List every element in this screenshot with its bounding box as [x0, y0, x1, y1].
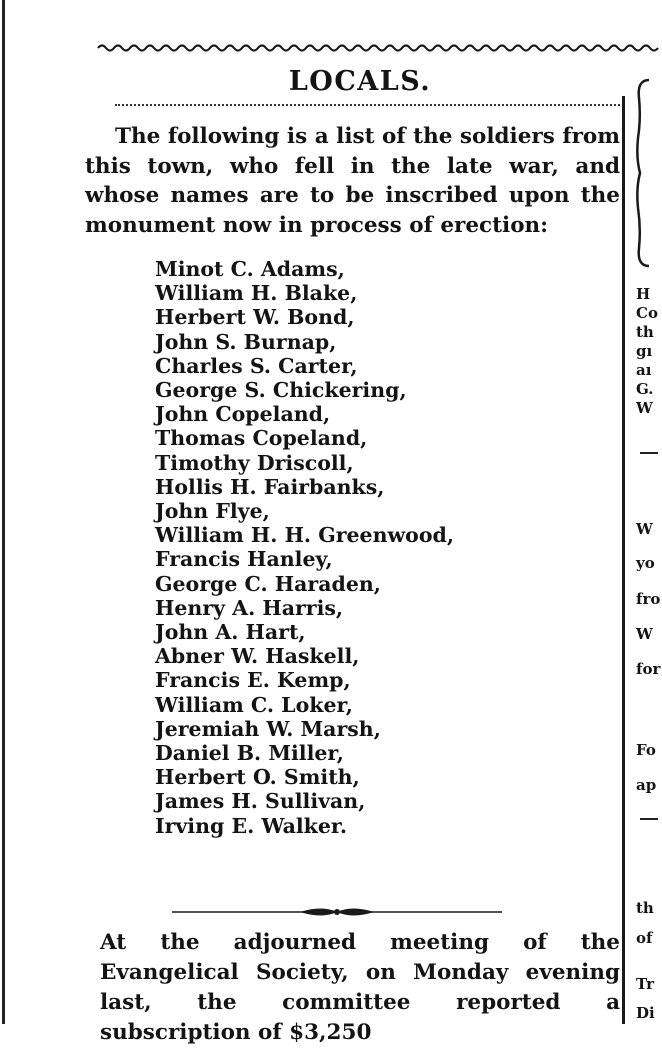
column-fragment: W: [636, 399, 653, 417]
column-fragment: Co: [636, 304, 658, 322]
soldier-name: James H. Sullivan,: [155, 789, 366, 814]
page-left-edge: [2, 0, 5, 1024]
column-fragment: th: [636, 323, 654, 341]
column-fragment: fro: [636, 590, 661, 608]
column-divider: [622, 96, 625, 1024]
soldier-name: William H. Blake,: [155, 281, 358, 306]
column-fragment: for: [636, 660, 661, 678]
soldier-name: George C. Haraden,: [155, 571, 381, 596]
next-paragraph: At the adjourned meeting of the Evangelical Society, on Monday evening last, the committee reported a subscription of $3,250: [100, 930, 620, 1045]
column-fragment: W: [636, 520, 653, 538]
adjacent-column: [632, 0, 662, 1024]
soldier-list: [155, 257, 454, 838]
column-fragment: W: [636, 625, 653, 643]
column-fragment: yo: [636, 554, 655, 572]
column-fragment: of: [636, 929, 653, 947]
intro-paragraph: The following is a list of the soldiers from this town, who fell in the late war, and whose names are to be inscribed upon the monument now in process of erection:: [85, 124, 620, 238]
soldier-name: Herbert W. Bond,: [155, 305, 355, 330]
soldier-name: Francis Hanley,: [155, 547, 333, 572]
column-fragment: ap: [636, 776, 657, 794]
soldier-name: Thomas Copeland,: [155, 426, 368, 451]
column-fragment: gı: [636, 342, 653, 360]
soldier-name: Abner W. Haskell,: [155, 644, 360, 669]
dash-rule: [640, 818, 658, 820]
soldier-name: Irving E. Walker.: [155, 813, 347, 838]
soldier-name: Jeremiah W. Marsh,: [155, 716, 381, 741]
column-fragment: Fo: [636, 741, 656, 759]
soldier-name: Minot C. Adams,: [155, 257, 345, 281]
soldier-name: John Flye,: [155, 499, 270, 524]
soldier-name: Herbert O. Smith,: [155, 765, 360, 790]
column-fragment: H: [636, 285, 651, 303]
soldier-name: William C. Loker,: [155, 692, 353, 717]
soldier-name: Charles S. Carter,: [155, 353, 358, 378]
soldier-name: Daniel B. Miller,: [155, 741, 344, 766]
soldier-name: John Copeland,: [155, 402, 331, 427]
column-fragment: th: [636, 899, 654, 917]
soldier-name: Francis E. Kemp,: [155, 668, 351, 693]
column-fragment: Tr: [636, 975, 654, 993]
soldier-name: William H. H. Greenwood,: [155, 523, 454, 548]
soldier-name: John A. Hart,: [155, 620, 306, 645]
soldier-name: Hollis H. Fairbanks,: [155, 474, 385, 499]
section-heading: LOCALS.: [288, 66, 432, 97]
column-fragment: aı: [636, 361, 652, 379]
soldier-name: John S. Burnap,: [155, 329, 337, 354]
column-fragment: G.: [636, 380, 654, 398]
column-fragment: Di: [636, 1004, 655, 1022]
soldier-name: Henry A. Harris,: [155, 595, 344, 620]
wavy-column-rule: [98, 42, 662, 54]
soldier-name: Timothy Driscoll,: [155, 450, 354, 475]
bracket-ornament: [635, 78, 653, 268]
soldier-name: George S. Chickering,: [155, 378, 407, 403]
ornamental-rule: [172, 902, 502, 922]
dotted-rule: [115, 104, 620, 106]
dash-rule: [640, 452, 658, 454]
